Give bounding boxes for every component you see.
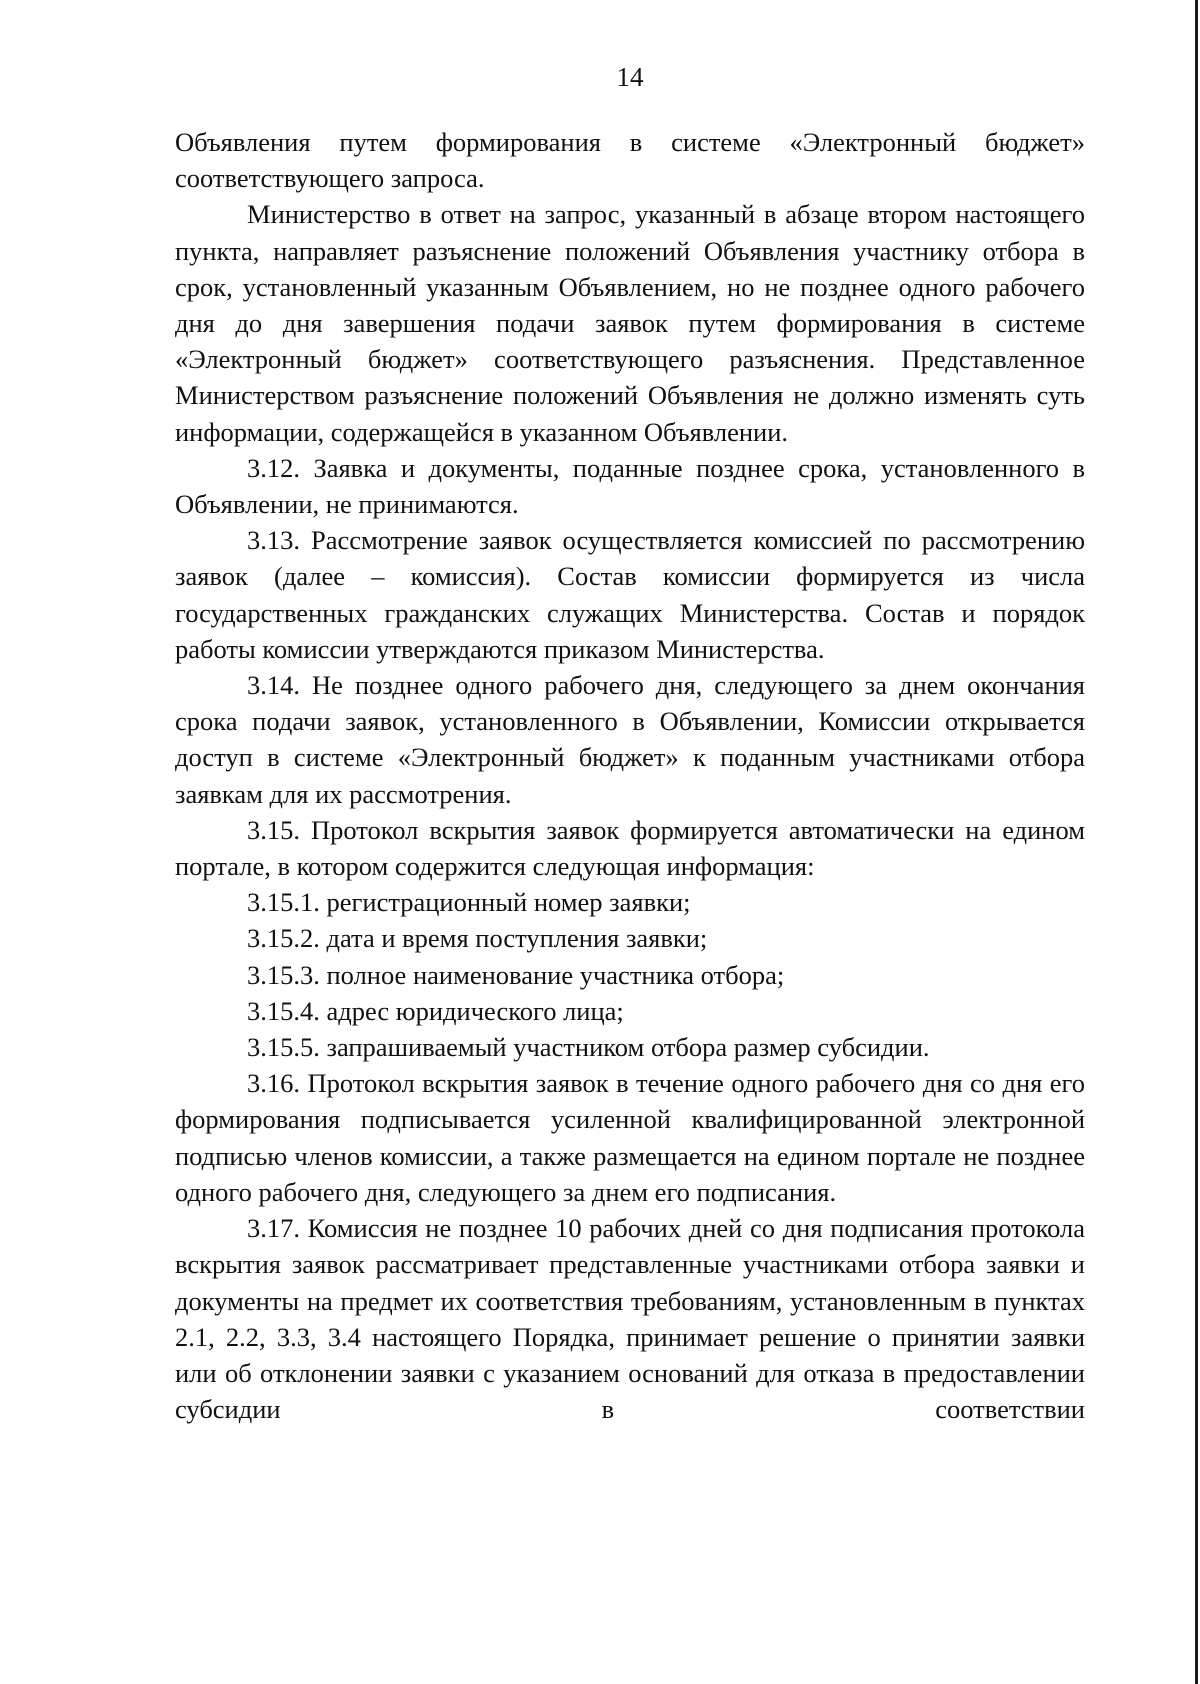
- paragraph-ministry-reply: Министерство в ответ на запрос, указанный в абзаце втором настоящего пункта, направляет разъяснение положений Объявления участнику отбора в срок, установленный указанным Объявлением, но не позднее одного рабочего дня до дня завершения подачи заявок путем формирования в системе «Электронный бюджет» соответствующего разъяснения. Представленное Министерством разъяснение положений Объявления не должно изменять суть информации, содержащейся в указанном Объявлении.: [175, 199, 1085, 447]
- paragraph-3-15: 3.15. Протокол вскрытия заявок формируется автоматически на едином портале, в котором содержится следующая информация:: [175, 814, 1085, 882]
- list-item-3-15-2: 3.15.2. дата и время поступления заявки;: [247, 923, 708, 954]
- scan-edge: [1195, 0, 1198, 1684]
- paragraph-3-16: 3.16. Протокол вскрытия заявок в течение одного рабочего дня со дня его формирования подписывается усиленной квалифицированной электронной подписью членов комиссии, а также размещается на едином портале не позднее одного рабочего дня, следующего за днем его подписания.: [175, 1068, 1085, 1207]
- paragraph-continuation: Объявления путем формирования в системе «Электронный бюджет» соответствующего запроса.: [175, 127, 1085, 194]
- paragraph-3-13: 3.13. Рассмотрение заявок осуществляется комиссией по рассмотрению заявок (далее – комиссия). Состав комиссии формируется из числа государственных гражданских служащих Министерства. Состав и порядок работы комиссии утверждаются приказом Министерства.: [175, 525, 1085, 664]
- page-number: 14: [616, 62, 644, 92]
- list-item-3-15-5: 3.15.5. запрашиваемый участником отбора размер субсидии.: [247, 1032, 930, 1063]
- body-text: [175, 124, 1085, 1427]
- paragraph-3-17: 3.17. Комиссия не позднее 10 рабочих дней со дня подписания протокола вскрытия заявок рассматривает представленные участниками отбора заявки и документы на предмет их соответствия требованиям, установленным в пунктах 2.1, 2.2, 3.3, 3.4 настоящего Порядка, принимает решение о принятии заявки или об отклонении заявки с указанием оснований для отказа в предоставлении субсидии в соответствии: [175, 1213, 1085, 1425]
- list-item-3-15-4: 3.15.4. адрес юридического лица;: [247, 995, 624, 1026]
- paragraph-3-14: 3.14. Не позднее одного рабочего дня, следующего за днем окончания срока подачи заявок, установленного в Объявлении, Комиссии открывается доступ в системе «Электронный бюджет» к поданным участниками отбора заявкам для их рассмотрения.: [175, 670, 1085, 809]
- paragraph-3-12: 3.12. Заявка и документы, поданные позднее срока, установленного в Объявлении, не принимаются.: [175, 452, 1085, 520]
- list-item-3-15-1: 3.15.1. регистрационный номер заявки;: [247, 887, 691, 918]
- list-item-3-15-3: 3.15.3. полное наименование участника отбора;: [247, 959, 785, 990]
